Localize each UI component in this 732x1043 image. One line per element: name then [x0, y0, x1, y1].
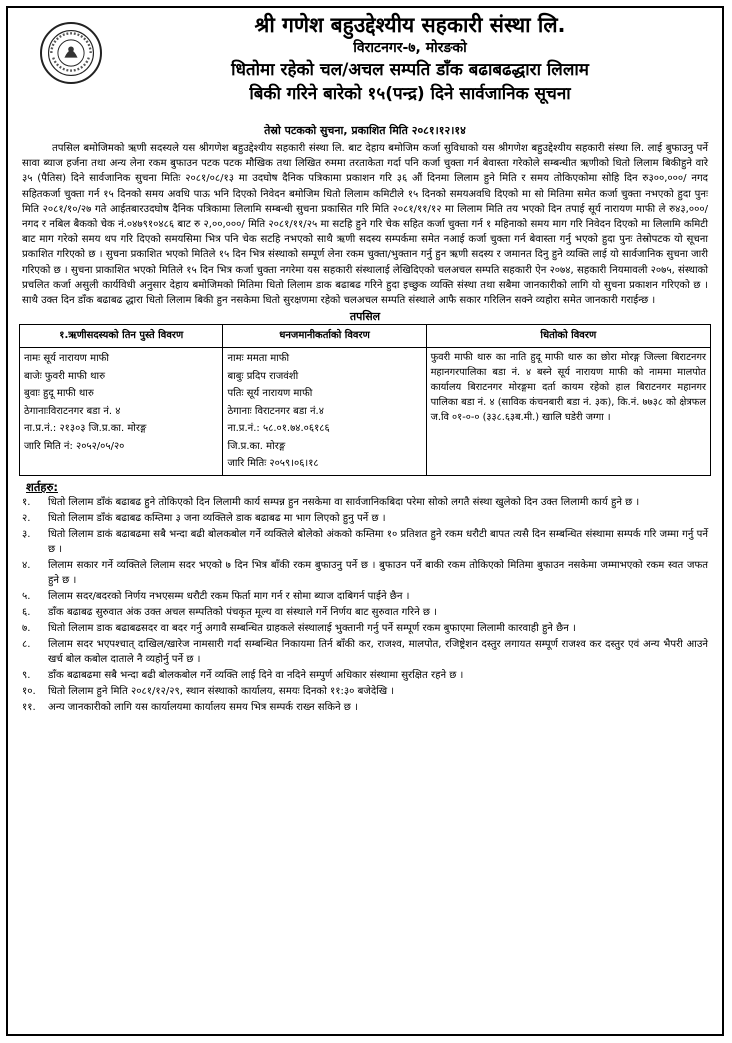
term-number: १०.	[22, 685, 36, 697]
term-number: १.	[22, 496, 31, 508]
borrower-grandfather: बाजेः फुवरी माफी थारु	[24, 370, 106, 382]
notice-header	[8, 8, 722, 124]
terms-list	[8, 495, 722, 715]
publication-subtitle: तेस्रो पटकको सुचना, प्रकाशित मिति २०८१।१२।१४	[264, 124, 466, 137]
term-item	[22, 527, 708, 557]
guarantor-column-header: धनजमानीकर्ताको विवरण	[223, 325, 426, 348]
guarantor-name: नामः ममता माफी	[227, 353, 290, 365]
terms-heading: शर्तहरु:	[26, 479, 58, 494]
guarantor-details-cell	[223, 348, 426, 476]
term-number: ८.	[22, 638, 31, 650]
notice-body-paragraph: तपसिल बमोजिमको ऋणी सदस्यले यस श्रीगणेश बहुउद्देश्यीय सहकारी संस्था लि. बाट देहाय बमोजिम कर्जा सुविधाको यस श्रीगणेश बहुउद्देश्यीय सहकारी संस्था लि. लाई बुफाउनु पर्ने सावा ब्याज हर्जना तथा अन्य लेना रकम बुफाउन पटक पटक मौखिक तथा लिखित रुममा तरताकेता गर्दा पनि कर्जा चुक्ता गर्न बेवास्ता गरेकोले सम्बन्धीत ऋणीको धितो लिलाम बिकीहुने वारे ३५ (पैतिस) दिने सार्वजानिक सुचना मितिः २०८१/०८/१३ मा उदघोष दैनिक पत्रिकामा प्रकाशन गरि ३६ औं दिनमा लिलाम हुने मिति र समय तोकिएकोमा सोहि दिन रु३००,०००/ नगद सहितकर्जा चुक्ता गर्न १५ दिनको समय अवधि पाऊ भनि दिएको निवेदन बमोजिम धितो लिलाम कमिटीले १५ दिनको समयअवधि दिएको मा सो मितिमा समेत कर्जा चुक्ता नभएको हुदा पुनः मिति २०८१/१०/२७ गते आईतबारउदघोष दैनिक पत्रिकामा लिलामि सम्बन्धी सुचना प्रकासित गरि मिति २०८१/११/१२ मा लिलाम मिति तय भएको दिन तपाई सूर्य नारायण माफी ले रु४३,०००/ नगद र नबिल बैकको चेक नं.०४७९१०४८६ बाट रु २,००,०००/ मिति २०८१/११/२५ मा सटहि हुने गरि चेक सहित कर्जा चुक्ता गर्न १ महिनाको समय माग गरि निवेदन दिएको मा लिलामि कमिटी बाट माग गरेको समय थप गरि दिएको समयसिमा भित्र पनि चेक सटहि नभएको साथै ऋणी सदस्य सम्पर्कमा समेत नआई कर्जा चुक्ता गर्न बेवास्ता गर्नु भएको हुदा पुनः तेस्रोपटक यो सूचना प्रकाशित गरिएको छ । सुचना प्रकाशित भएको मितिले १५ दिन भित्र संस्थाको सम्पूर्ण लेना रकम चुक्ता/भुक्तान गर्नु हुन ऋणी सदस्य र जमानत दिनु हुने व्यक्ति लाई यो सार्वजानिक सुचना जारी गरिएको छ । सुचना प्राकाशित भएको मितिले १५ दिन भित्र कर्जा चुक्ता नगरेमा यस सहकारी संस्थालाई लेखिदिएको चलअचल सम्पति सहकारी ऐन २०७४, सहकारी नियमावली २०७५, संस्थाको प्रचलित कर्जा असुली कार्यविधी अनुसार देहाय बमोजिमको मितिमा धितो लिलाम डाक बढाबढ गरिने हुदा इच्छुक व्यक्ति संस्था तथा सबैमा जानकारीको लागि यो सुचना प्रकाशन गरिएको छ । साथै उक्त दिन डाँक बढाबढ द्धारा धितो लिलाम बिकी हुन नसकेमा धितो सुरक्षणमा रहेको चलअचल सम्पति संस्थाले आफै सकार गरिलिन सक्ने व्यहोरा समेत जानकारी गराईन्छ ।	[22, 143, 708, 307]
term-number: ५.	[22, 590, 31, 602]
notice-title-line-1: धितोमा रहेको चल/अचल सम्पति डाँक बढाबढद्धारा लिलाम	[231, 60, 589, 80]
term-text: लिलाम सदर/बदरको निर्णय नभएसम्म धरौटी रकम फिर्ता माग गर्न र सोमा ब्याज दाबिगर्न पाईने छैन ।	[48, 590, 410, 602]
details-table	[19, 324, 711, 476]
term-text: डाँक बढाबढ सुरुवात अंक उक्त अचल सम्पतिको पंचकृत मूल्य वा संस्थाले गर्ने निर्णय बाट सुरुवात गरिने छ ।	[48, 606, 438, 618]
term-item	[22, 605, 708, 620]
borrower-citizenship-number: ना.प्र.नं.: २१३०३ जि.प्र.का. मोरङ्ग	[24, 423, 147, 435]
details-heading: तपसिल	[349, 310, 381, 324]
term-text: धितो लिलाम डाँकं बढाबढ हुने तोकिएको दिन लिलामी कार्य सम्पन्न हुन नसकेमा वा सार्वजानिकबिदा परेमा सोको लगतै संस्था खुलेको दिन उक्त लिलामी कार्य हुने छ ।	[48, 496, 640, 508]
term-number: ११.	[22, 701, 36, 713]
borrower-name: नामः सूर्य नारायण माफी	[24, 353, 109, 365]
term-item	[22, 637, 708, 667]
borrower-details-cell	[20, 348, 223, 476]
term-text: डाँक बढाबढमा सबै भन्दा बढी बोलकबोल गर्ने व्यक्ति लाई दिने वा नदिने सम्पुर्ण अधिकार संस्थामा सुरक्षित रहने छ ।	[48, 669, 464, 681]
collateral-column-header: धितोको विवरण	[426, 325, 710, 348]
term-number: ७.	[22, 622, 31, 634]
borrower-issue-date: जारि मिति नं: २०५२/०५/२०	[24, 440, 125, 452]
borrower-father: बुवाः हुदू माफी थारु	[24, 388, 94, 400]
term-item	[22, 684, 708, 699]
term-number: २.	[22, 512, 31, 524]
guarantor-issuing-office: जि.प्र.का. मोरङ्ग	[227, 440, 286, 452]
term-number: ९.	[22, 669, 31, 681]
term-text: धितो लिलाम डाकं बढाबढमा सबै भन्दा बढी बोलकबोल गर्ने व्यक्तिले बोलेको अंकको कम्तिमा १० प्रतिशत हुने रकम धरौटी बापत त्यसै दिन सम्बन्धित संस्थामा सम्पर्क गरि जम्मा गर्नु पर्ने छ ।	[48, 528, 708, 555]
term-item	[22, 495, 708, 510]
term-text: अन्य जानकारीको लागि यस कार्यालयमा कार्यालय समय भित्र सम्पर्क राख्न सकिने छ ।	[48, 701, 358, 713]
details-table-row	[20, 348, 711, 476]
organization-address: विराटनगर-७, मोरङको	[353, 40, 467, 56]
term-text: धितो लिलाम हुने मिति २०८१/१२/२९, स्थान संस्थाको कार्यालय, समयः दिनको ११:३० बजेदेखि ।	[48, 685, 395, 697]
organization-name: श्री गणेश बहुउद्देश्यीय सहकारी संस्था लि.	[254, 13, 566, 37]
guarantor-husband: पतिः सूर्य नारायण माफी	[227, 388, 313, 400]
term-number: ३.	[22, 528, 31, 540]
term-number: ४.	[22, 559, 31, 571]
term-item	[22, 589, 708, 604]
notice-page	[6, 6, 724, 1036]
guarantor-address: ठेगानाः विराटनगर बडा नं.४	[227, 405, 324, 417]
term-item	[22, 558, 708, 588]
term-number: ६.	[22, 606, 31, 618]
term-item	[22, 621, 708, 636]
details-table-header-row	[20, 325, 711, 348]
collateral-details-cell	[426, 348, 710, 476]
term-item	[22, 700, 708, 715]
borrower-column-header: १.ऋणीसदस्यको तिन पुस्ते विवरण	[20, 325, 223, 348]
guarantor-issue-date: जारि मितिः २०५९।०६।१८	[227, 458, 319, 470]
guarantor-father: बाबुः प्रदिप राजवंशी	[227, 370, 299, 382]
collateral-description: फुवरी माफी थारु का नाति हुदू माफी थारु का छोरा मोरङ्ग जिल्ला बिराटनगर महानगरपालिका बडा नं. ४ बस्ने सूर्य नारायण माफी को नाममा मालपोत कार्यालय बिराटनगर मोरङ्गमा दर्ता कायम रहेको हाल बिराटनगर महानगर पालिका बडा नं. ४ (साविक कंचनबारी बडा नं. ३क), कि.नं. ७७३८ को क्षेत्रफल ज.वि ०१-०-० (३३८.६३ब.मी.) खालि घडेरी जग्गा ।	[430, 352, 706, 424]
term-text: लिलाम सदर भएपश्चात् दाखिल/खारेज नामसारी गर्दा सम्बन्धित निकायमा तिर्न बाँकी कर, राजश्व, मालपोत, रजिष्ट्रेशन दस्तुर लगायत सम्पूर्ण राजश्व कर दस्तुर एवं अन्य भैपरी आउने खर्च बोल कबोल दाताले नै व्यहोर्नु पर्ने छ ।	[48, 638, 708, 665]
term-item	[22, 668, 708, 683]
term-text: धितो लिलाम डाक बढाबढसदर वा बदर गर्नु अगावै सम्बन्धित ग्राहकले संस्थालाई भुक्तानी गर्नु पर्ने सम्पूर्ण रकम बुफाएमा लिलामी कारवाही हुने छैन ।	[48, 622, 576, 634]
term-text: लिलाम सकार गर्ने व्यक्तिले लिलाम सदर भएको ७ दिन भित्र बाँकी रकम बुफाउनु पर्ने छ । बुफाउन पर्ने बाकी रकम तोकिएको मितिमा बुफाउन नसकेमा जम्माभएको रकम स्वत जफत हुने छ ।	[48, 559, 708, 586]
borrower-address: ठेगानाःविराटनगर बडा नं. ४	[24, 405, 121, 417]
cooperative-seal-logo	[40, 22, 102, 84]
notice-title-line-2: बिकी गरिने बारेको १५(पन्द्र) दिने सार्वजानिक सूचना	[249, 84, 571, 104]
guarantor-citizenship-number: ना.प्र.नं.: ५८.०१.७४.०६१८६	[227, 423, 330, 435]
term-text: धितो लिलाम डाँकं बढाबढ कम्तिमा ३ जना व्यक्तिले डाक बढाबढ मा भाग लिएको हुनु पर्ने छ ।	[48, 512, 386, 524]
title-block	[118, 12, 702, 106]
term-item	[22, 511, 708, 526]
